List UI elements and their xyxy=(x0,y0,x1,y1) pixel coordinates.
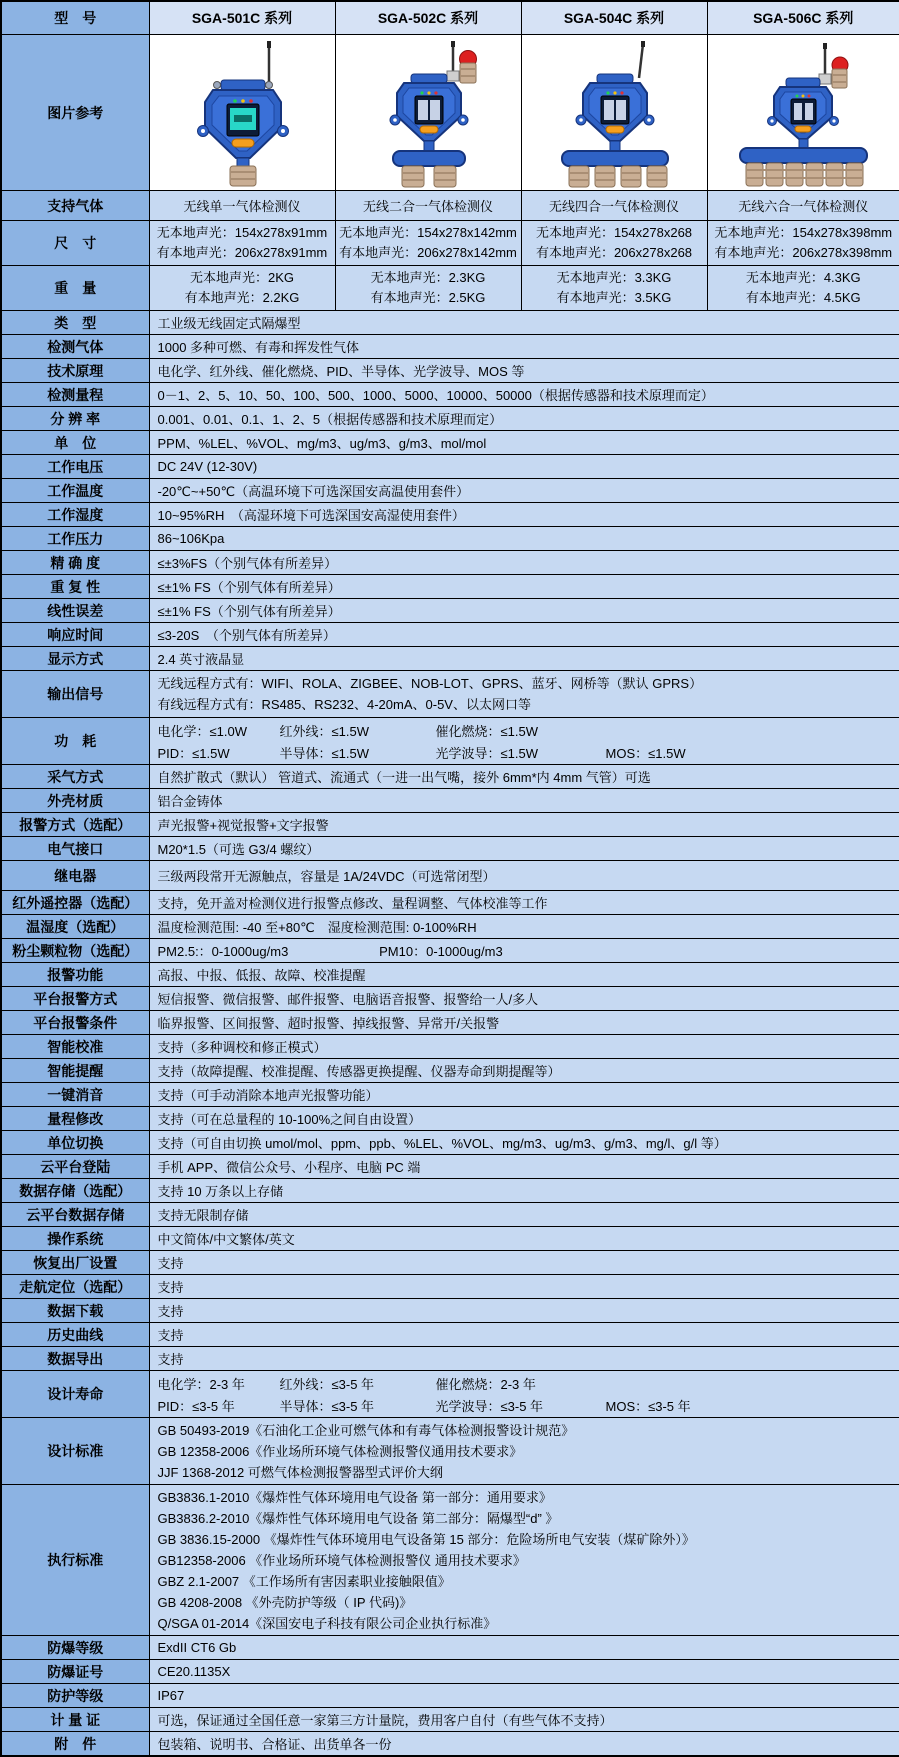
spec-row-range-mod xyxy=(1,1107,899,1131)
row-value: ExdII CT6 Gb xyxy=(149,1636,899,1660)
size-501c xyxy=(149,221,335,266)
weight-row xyxy=(1,266,899,311)
lifespan-seg: 电化学：2-3 年 xyxy=(157,1376,245,1392)
row-label: 外壳材质 xyxy=(1,789,149,813)
image-cell-502c xyxy=(335,35,521,191)
power-seg: PID：≤1.5W xyxy=(157,745,230,761)
row-label: 输出信号 xyxy=(1,671,149,718)
row-value: 电化学、红外线、催化燃烧、PID、半导体、光学波导、MOS 等 xyxy=(149,359,899,383)
image-cell-504c xyxy=(521,35,707,191)
row-value: 支持（故障提醒、校准提醒、传感器更换提醒、仪器寿命到期提醒等） xyxy=(149,1059,899,1083)
row-value: 支持（可手动消除本地声光报警功能） xyxy=(149,1083,899,1107)
lifespan-seg: MOS：≤3-5 年 xyxy=(605,1398,691,1414)
row-value: 铝合金铸体 xyxy=(149,789,899,813)
size-line: 有本地声光：206x278x91mm xyxy=(156,245,328,260)
power-seg: MOS：≤1.5W xyxy=(605,745,686,761)
row-value: 10~95%RH （高湿环境下可选深国安高湿使用套件） xyxy=(149,503,899,527)
size-line: 无本地声光：154x278x91mm xyxy=(156,225,328,240)
size-line: 有本地声光：206x278x142mm xyxy=(339,245,517,260)
row-value: 支持 xyxy=(149,1299,899,1323)
model-name-sga-506c: SGA-506C 系列 xyxy=(707,1,899,35)
lifespan-line-2 xyxy=(158,1394,892,1416)
design-std-line: GB 12358-2006《作业场所环境气体检测报警仪通用技术要求》 xyxy=(157,1443,523,1459)
model-name-sga-501c: SGA-501C 系列 xyxy=(149,1,335,35)
spec-row-ip xyxy=(1,1684,899,1708)
size-506c xyxy=(707,221,899,266)
lifespan-seg: 红外线：≤3-5 年 xyxy=(279,1376,375,1392)
power-seg: 电化学：≤1.0W xyxy=(157,723,247,739)
row-value: 86~106Kpa xyxy=(149,527,899,551)
power-seg: 半导体：≤1.5W xyxy=(279,745,369,761)
spec-row-power xyxy=(1,718,899,765)
spec-row-exec-std xyxy=(1,1485,899,1636)
weight-line: 无本地声光：2KG xyxy=(189,270,294,285)
size-504c xyxy=(521,221,707,266)
row-label: 分 辨 率 xyxy=(1,407,149,431)
row-value: 高报、中报、低报、故障、校准提醒 xyxy=(149,963,899,987)
row-label: 工作温度 xyxy=(1,479,149,503)
support-502c: 无线二合一气体检测仪 xyxy=(335,191,521,221)
dust-pm25: PM2.5:：0-1000ug/m3 xyxy=(157,944,289,959)
model-header-row xyxy=(1,1,899,35)
spec-row-mute xyxy=(1,1083,899,1107)
spec-row-design-std xyxy=(1,1418,899,1485)
row-label: 检测量程 xyxy=(1,383,149,407)
row-value xyxy=(149,671,899,718)
output-line-wired: 有线远程方式有：RS485、RS232、4-20mA、0-5V、以太网口等 xyxy=(157,697,531,712)
row-label: 显示方式 xyxy=(1,647,149,671)
spec-row-electrical xyxy=(1,837,899,861)
row-label: 附 件 xyxy=(1,1732,149,1757)
row-value: 临界报警、区间报警、超时报警、掉线报警、异常开/关报警 xyxy=(149,1011,899,1035)
exec-std-line: GB 3836.15-2000 《爆炸性气体环境用电气设备第 15 部分：危险场所电气安装（煤矿除外）》 xyxy=(157,1531,695,1547)
spec-row-cloud-login xyxy=(1,1155,899,1179)
size-line: 有本地声光：206x278x398mm xyxy=(714,245,893,260)
row-label: 云平台数据存储 xyxy=(1,1203,149,1227)
row-value: 包装箱、说明书、合格证、出货单各一份 xyxy=(149,1732,899,1757)
row-value: 0－1、2、5、10、50、100、500、1000、5000、10000、50000（根据传感器和技术原理而定） xyxy=(149,383,899,407)
power-seg: 催化燃烧：≤1.5W xyxy=(435,723,538,739)
row-value: 三级两段常开无源触点，容量是 1A/24VDC（可选常闭型） xyxy=(149,861,899,891)
row-value: 支持（可自由切换 umol/mol、ppm、ppb、%LEL、%VOL、mg/m3、ug/m3、g/m3、mg/l、g/l 等） xyxy=(149,1131,899,1155)
weight-line: 有本地声光：3.5KG xyxy=(556,290,672,305)
row-value xyxy=(149,939,899,963)
design-std-line: GB 50493-2019《石油化工企业可燃气体和有毒气体检测报警设计规范》 xyxy=(157,1422,575,1438)
device-image-sga-501c-icon xyxy=(150,38,336,188)
row-label: 技术原理 xyxy=(1,359,149,383)
spec-row-history xyxy=(1,1323,899,1347)
row-label-support: 支持气体 xyxy=(1,191,149,221)
row-value xyxy=(149,718,899,765)
row-label: 响应时间 xyxy=(1,623,149,647)
row-label: 工作电压 xyxy=(1,455,149,479)
spec-row-os xyxy=(1,1227,899,1251)
weight-line: 有本地声光：2.2KG xyxy=(184,290,300,305)
row-value: 自然扩散式（默认） 管道式、流通式（一进一出气嘴，接外 6mm*内 4mm 气管）可选 xyxy=(149,765,899,789)
weight-line: 有本地声光：4.5KG xyxy=(745,290,861,305)
spec-row-unit xyxy=(1,431,899,455)
spec-row-response xyxy=(1,623,899,647)
row-value: M20*1.5（可选 G3/4 螺纹） xyxy=(149,837,899,861)
row-label: 操作系统 xyxy=(1,1227,149,1251)
weight-501c xyxy=(149,266,335,311)
spec-row-shell xyxy=(1,789,899,813)
row-value: 支持无限制存储 xyxy=(149,1203,899,1227)
row-value: 1000 多种可燃、有毒和挥发性气体 xyxy=(149,335,899,359)
spec-row-voltage xyxy=(1,455,899,479)
row-label: 设计寿命 xyxy=(1,1371,149,1418)
row-value: 0.001、0.01、0.1、1、2、5（根据传感器和技术原理而定） xyxy=(149,407,899,431)
output-line-wireless: 无线远程方式有：WIFI、ROLA、ZIGBEE、NOB-LOT、GPRS、蓝牙、网桥等（默认 GPRS） xyxy=(157,676,703,691)
spec-row-platform-cond xyxy=(1,1011,899,1035)
spec-row-accuracy xyxy=(1,551,899,575)
weight-506c xyxy=(707,266,899,311)
row-label: 采气方式 xyxy=(1,765,149,789)
row-label: 数据导出 xyxy=(1,1347,149,1371)
row-value xyxy=(149,1371,899,1418)
exec-std-line: GB12358-2006 《作业场所环境气体检测报警仪 通用技术要求》 xyxy=(157,1552,526,1568)
exec-std-line: Q/SGA 01-2014《深国安电子科技有限公司企业执行标准》 xyxy=(157,1615,497,1631)
spec-row-type xyxy=(1,311,899,335)
weight-504c xyxy=(521,266,707,311)
row-value: 工业级无线固定式隔爆型 xyxy=(149,311,899,335)
spec-row-temperature xyxy=(1,479,899,503)
spec-row-export xyxy=(1,1347,899,1371)
row-value: 支持（可在总量程的 10-100%之间自由设置） xyxy=(149,1107,899,1131)
spec-row-alarm-func xyxy=(1,963,899,987)
spec-row-gas xyxy=(1,335,899,359)
support-501c: 无线单一气体检测仪 xyxy=(149,191,335,221)
row-label: 工作压力 xyxy=(1,527,149,551)
lifespan-seg: 半导体：≤3-5 年 xyxy=(279,1398,375,1414)
power-line-2 xyxy=(158,741,892,763)
row-label: 计 量 证 xyxy=(1,1708,149,1732)
device-image-sga-506c-icon xyxy=(710,38,896,188)
exec-std-line: GB3836.2-2010《爆炸性气体环境用电气设备 第二部分：隔爆型“d” 》 xyxy=(157,1510,559,1526)
row-label: 红外遥控器（选配） xyxy=(1,891,149,915)
spec-row-smart-remind xyxy=(1,1059,899,1083)
device-image-sga-502c-icon xyxy=(336,38,522,188)
row-value xyxy=(149,1418,899,1485)
row-label: 数据下载 xyxy=(1,1299,149,1323)
row-value: PPM、%LEL、%VOL、mg/m3、ug/m3、g/m3、mol/mol xyxy=(149,431,899,455)
row-label: 走航定位（选配） xyxy=(1,1275,149,1299)
device-image-sga-504c-icon xyxy=(522,38,708,188)
support-504c: 无线四合一气体检测仪 xyxy=(521,191,707,221)
size-row xyxy=(1,221,899,266)
lifespan-seg: 催化燃烧：2-3 年 xyxy=(435,1376,536,1392)
row-label-size: 尺 寸 xyxy=(1,221,149,266)
row-value: 声光报警+视觉报警+文字报警 xyxy=(149,813,899,837)
spec-row-humidity xyxy=(1,503,899,527)
row-label: 温湿度（选配） xyxy=(1,915,149,939)
spec-row-download xyxy=(1,1299,899,1323)
row-label: 平台报警方式 xyxy=(1,987,149,1011)
size-502c xyxy=(335,221,521,266)
spec-row-repeatability xyxy=(1,575,899,599)
row-label: 报警方式（选配） xyxy=(1,813,149,837)
row-label: 重 复 性 xyxy=(1,575,149,599)
spec-row-reset xyxy=(1,1251,899,1275)
row-label: 云平台登陆 xyxy=(1,1155,149,1179)
weight-502c xyxy=(335,266,521,311)
spec-row-relay xyxy=(1,861,899,891)
spec-row-temp-humi xyxy=(1,915,899,939)
weight-line: 无本地声光：2.3KG xyxy=(370,270,486,285)
model-name-sga-502c: SGA-502C 系列 xyxy=(335,1,521,35)
design-std-line: JJF 1368-2012 可燃气体检测报警器型式评价大纲 xyxy=(157,1464,443,1480)
row-label: 防爆证号 xyxy=(1,1660,149,1684)
spec-row-display xyxy=(1,647,899,671)
support-gas-row xyxy=(1,191,899,221)
spec-row-smart-cal xyxy=(1,1035,899,1059)
row-value: 2.4 英寸液晶显 xyxy=(149,647,899,671)
spec-row-unit-switch xyxy=(1,1131,899,1155)
row-label-images: 图片参考 xyxy=(1,35,149,191)
spec-row-nav xyxy=(1,1275,899,1299)
row-label: 数据存储（选配） xyxy=(1,1179,149,1203)
row-value xyxy=(149,1485,899,1636)
power-line-1 xyxy=(158,719,892,741)
spec-row-cloud-storage xyxy=(1,1203,899,1227)
image-cell-501c xyxy=(149,35,335,191)
lifespan-seg: 光学波导：≤3-5 年 xyxy=(435,1398,544,1414)
row-value: ≤±1% FS（个别气体有所差异） xyxy=(149,599,899,623)
row-value: 短信报警、微信报警、邮件报警、电脑语音报警、报警给一人/多人 xyxy=(149,987,899,1011)
spec-row-metrology xyxy=(1,1708,899,1732)
row-value: 温度检测范围: -40 至+80℃ 湿度检测范围: 0-100%RH xyxy=(149,915,899,939)
image-row xyxy=(1,35,899,191)
size-line: 有本地声光：206x278x268 xyxy=(535,245,693,260)
model-name-sga-504c: SGA-504C 系列 xyxy=(521,1,707,35)
size-line: 无本地声光：154x278x142mm xyxy=(339,225,517,240)
row-value: 支持 10 万条以上存储 xyxy=(149,1179,899,1203)
row-value: CE20.1135X xyxy=(149,1660,899,1684)
row-value: 手机 APP、微信公众号、小程序、电脑 PC 端 xyxy=(149,1155,899,1179)
spec-row-exproof-no xyxy=(1,1660,899,1684)
size-line: 无本地声光：154x278x398mm xyxy=(714,225,893,240)
row-value: ≤3-20S （个别气体有所差异） xyxy=(149,623,899,647)
row-value: ≤±3%FS（个别气体有所差异） xyxy=(149,551,899,575)
row-label: 执行标准 xyxy=(1,1485,149,1636)
row-label: 类 型 xyxy=(1,311,149,335)
row-label: 粉尘颗粒物（选配） xyxy=(1,939,149,963)
image-cell-506c xyxy=(707,35,899,191)
spec-row-sampling xyxy=(1,765,899,789)
lifespan-line-1 xyxy=(158,1372,892,1394)
row-label: 电气接口 xyxy=(1,837,149,861)
exec-std-line: GB3836.1-2010《爆炸性气体环境用电气设备 第一部分：通用要求》 xyxy=(157,1489,552,1505)
spec-row-dust xyxy=(1,939,899,963)
row-label: 设计标准 xyxy=(1,1418,149,1485)
weight-line: 无本地声光：3.3KG xyxy=(556,270,672,285)
row-label: 防爆等级 xyxy=(1,1636,149,1660)
weight-line: 无本地声光：4.3KG xyxy=(745,270,861,285)
row-value: ≤±1% FS（个别气体有所差异） xyxy=(149,575,899,599)
row-label: 智能提醒 xyxy=(1,1059,149,1083)
row-value: 支持 xyxy=(149,1323,899,1347)
weight-line: 有本地声光：2.5KG xyxy=(370,290,486,305)
support-506c: 无线六合一气体检测仪 xyxy=(707,191,899,221)
spec-row-principle xyxy=(1,359,899,383)
row-label: 平台报警条件 xyxy=(1,1011,149,1035)
row-value: IP67 xyxy=(149,1684,899,1708)
lifespan-seg: PID：≤3-5 年 xyxy=(157,1398,235,1414)
row-label: 智能校准 xyxy=(1,1035,149,1059)
spec-row-range xyxy=(1,383,899,407)
spec-row-accessories xyxy=(1,1732,899,1757)
row-label: 检测气体 xyxy=(1,335,149,359)
row-label: 一键消音 xyxy=(1,1083,149,1107)
row-label: 恢复出厂设置 xyxy=(1,1251,149,1275)
spec-row-pressure xyxy=(1,527,899,551)
row-value: 支持 xyxy=(149,1347,899,1371)
row-value: -20℃~+50℃（高温环境下可选深国安高温使用套件） xyxy=(149,479,899,503)
spec-row-linearity xyxy=(1,599,899,623)
row-label: 单位切换 xyxy=(1,1131,149,1155)
row-label: 继电器 xyxy=(1,861,149,891)
row-label: 量程修改 xyxy=(1,1107,149,1131)
spec-row-ir-remote xyxy=(1,891,899,915)
row-label: 精 确 度 xyxy=(1,551,149,575)
power-seg: 红外线：≤1.5W xyxy=(279,723,369,739)
row-value: 支持，免开盖对检测仪进行报警点修改、量程调整、气体校准等工作 xyxy=(149,891,899,915)
exec-std-line: GB 4208-2008 《外壳防护等级（ IP 代码)》 xyxy=(157,1594,413,1610)
row-value: 支持 xyxy=(149,1275,899,1299)
row-value: DC 24V (12-30V) xyxy=(149,455,899,479)
row-label: 工作湿度 xyxy=(1,503,149,527)
exec-std-line: GBZ 2.1-2007 《工作场所有害因素职业接触限值》 xyxy=(157,1573,451,1589)
spec-row-alarm-mode xyxy=(1,813,899,837)
row-value: 中文简体/中文繁体/英文 xyxy=(149,1227,899,1251)
row-label-weight: 重 量 xyxy=(1,266,149,311)
row-label: 线性误差 xyxy=(1,599,149,623)
row-label-model: 型 号 xyxy=(1,1,149,35)
row-label: 防护等级 xyxy=(1,1684,149,1708)
spec-row-resolution xyxy=(1,407,899,431)
row-label: 报警功能 xyxy=(1,963,149,987)
size-line: 无本地声光：154x278x268 xyxy=(535,225,693,240)
row-value: 可选，保证通过全国任意一家第三方计量院，费用客户自付（有些气体不支持） xyxy=(149,1708,899,1732)
row-label: 功 耗 xyxy=(1,718,149,765)
row-label: 历史曲线 xyxy=(1,1323,149,1347)
dust-pm10: PM10：0-1000ug/m3 xyxy=(379,944,503,959)
spec-row-exproof xyxy=(1,1636,899,1660)
spec-row-storage xyxy=(1,1179,899,1203)
spec-row-lifespan xyxy=(1,1371,899,1418)
row-value: 支持（多种调校和修正模式） xyxy=(149,1035,899,1059)
power-seg: 光学波导：≤1.5W xyxy=(435,745,538,761)
row-value: 支持 xyxy=(149,1251,899,1275)
row-label: 单 位 xyxy=(1,431,149,455)
spec-row-output xyxy=(1,671,899,718)
spec-row-platform-alarm xyxy=(1,987,899,1011)
